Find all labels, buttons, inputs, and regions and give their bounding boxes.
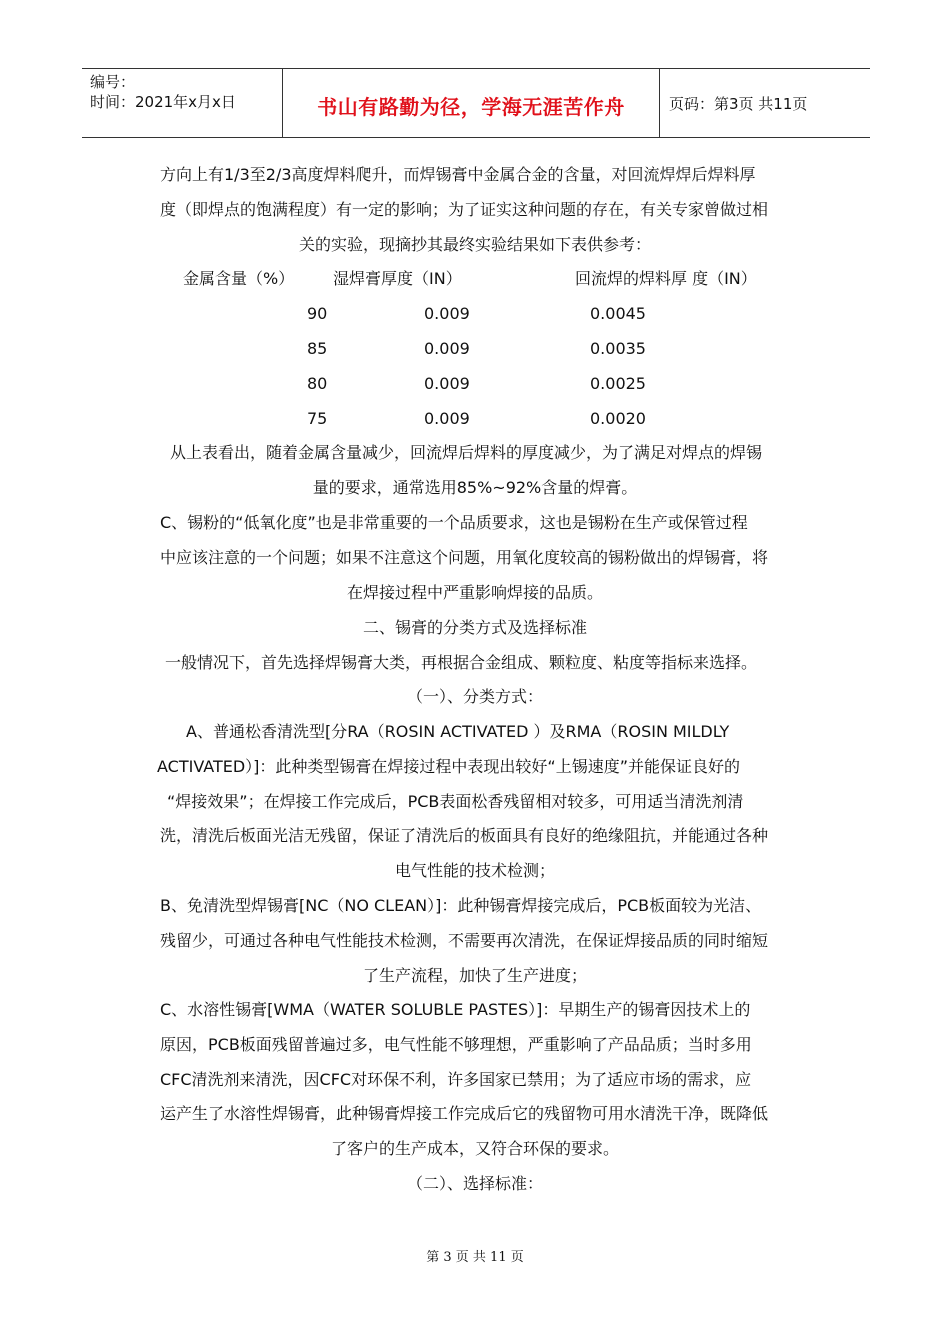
table-header-wet: 湿焊膏厚度（IN） <box>333 269 462 288</box>
body-line: 电气性能的技术检测； <box>394 861 555 880</box>
table-cell: 0.009 <box>424 304 470 323</box>
body-line: CFC清洗剂来清洗，因CFC对环保不利，许多国家已禁用；为了适应市场的需求，应 <box>160 1070 752 1089</box>
body-line: 残留少，可通过各种电气性能技术检测，不需要再次清洗，在保证焊接品质的同时缩短 <box>160 931 769 950</box>
table-cell: 0.0035 <box>590 339 646 358</box>
document-time-label: 时间：2021年x月x日 <box>90 93 236 111</box>
table-cell: 90 <box>307 304 328 323</box>
body-line: 了客户的生产成本，又符合环保的要求。 <box>330 1139 619 1158</box>
table-cell: 0.009 <box>424 339 470 358</box>
subsection-heading: （一）、分类方式： <box>406 687 543 706</box>
header-page-cell <box>661 69 870 137</box>
body-line: A、普通松香清洗型[分RA（ROSIN ACTIVATED ）及RMA（ROSIN MILDLY <box>186 722 730 741</box>
body-line: 原因，PCB板面残留普遍过多，电气性能不够理想，严重影响了产品品质；当时多用 <box>160 1035 752 1054</box>
document-number-label: 编号： <box>90 73 136 91</box>
body-line: C、锡粉的“低氧化度”也是非常重要的一个品质要求，这也是锡粉在生产或保管过程 <box>160 513 748 532</box>
body-line: 了生产流程，加快了生产进度； <box>362 966 587 985</box>
body-line: ACTIVATED）]：此种类型锡膏在焊接过程中表现出较好“上锡速度”并能保证良好的 <box>157 757 740 776</box>
page-footer: 第 3 页 共 11 页 <box>426 1250 524 1265</box>
body-line: B、免清洗型焊锡膏[NC（NO CLEAN）]：此种锡膏焊接完成后，PCB板面较为光洁、 <box>160 896 762 915</box>
body-line: 中应该注意的一个问题；如果不注意这个问题，用氧化度较高的锡粉做出的焊锡膏，将 <box>160 548 769 567</box>
table-cell: 85 <box>307 339 328 358</box>
body-line: 从上表看出，随着金属含量减少，回流焊后焊料的厚度减少，为了满足对焊点的焊锡 <box>170 443 763 462</box>
body-line: 一般情况下，首先选择焊锡膏大类，再根据合金组成、颗粒度、粘度等指标来选择。 <box>165 653 758 672</box>
body-line: 量的要求，通常选用85%~92%含量的焊膏。 <box>312 478 638 497</box>
header-meta-cell <box>82 69 283 137</box>
section-heading: 二、锡膏的分类方式及选择标准 <box>362 618 587 637</box>
table-header-reflow: 回流焊的焊料厚 度（IN） <box>575 269 757 288</box>
intro-line: 关的实验，现摘抄其最终实验结果如下表供参考： <box>298 235 651 254</box>
table-cell: 75 <box>307 409 328 428</box>
intro-line: 度（即焊点的饱满程度）有一定的影响；为了证实这种问题的存在，有关专家曾做过相 <box>160 200 769 219</box>
body-line: 洗，清洗后板面光洁无残留，保证了清洗后的板面具有良好的绝缘阻抗，并能通过各种 <box>160 826 769 845</box>
subsection-heading: （二）、选择标准： <box>406 1174 543 1193</box>
intro-line: 方向上有1/3至2/3高度焊料爬升，而焊锡膏中金属合金的含量，对回流焊焊后焊料厚 <box>160 165 756 184</box>
body-line: “焊接效果”；在焊接工作完成后，PCB表面松香残留相对较多，可用适当清洗剂清 <box>167 792 744 811</box>
table-cell: 0.009 <box>424 374 470 393</box>
header-motto-cell <box>283 69 660 137</box>
table-header-metal: 金属含量（%） <box>183 269 295 288</box>
body-line: 运产生了水溶性焊锡膏，此种锡膏焊接工作完成后它的残留物可用水清洗干净，既降低 <box>160 1104 769 1123</box>
body-line: 在焊接过程中严重影响焊接的品质。 <box>346 583 603 602</box>
body-line: C、水溶性锡膏[WMA（WATER SOLUBLE PASTES）]：早期生产的锡膏因技术上的 <box>160 1000 751 1019</box>
table-cell: 80 <box>307 374 328 393</box>
page-code: 页码：第3页 共11页 <box>669 95 808 113</box>
table-cell: 0.0020 <box>590 409 646 428</box>
table-cell: 0.0045 <box>590 304 646 323</box>
table-cell: 0.0025 <box>590 374 646 393</box>
page-header <box>82 68 870 138</box>
motto-text: 书山有路勤为径，学海无涯苦作舟 <box>317 95 625 119</box>
table-cell: 0.009 <box>424 409 470 428</box>
